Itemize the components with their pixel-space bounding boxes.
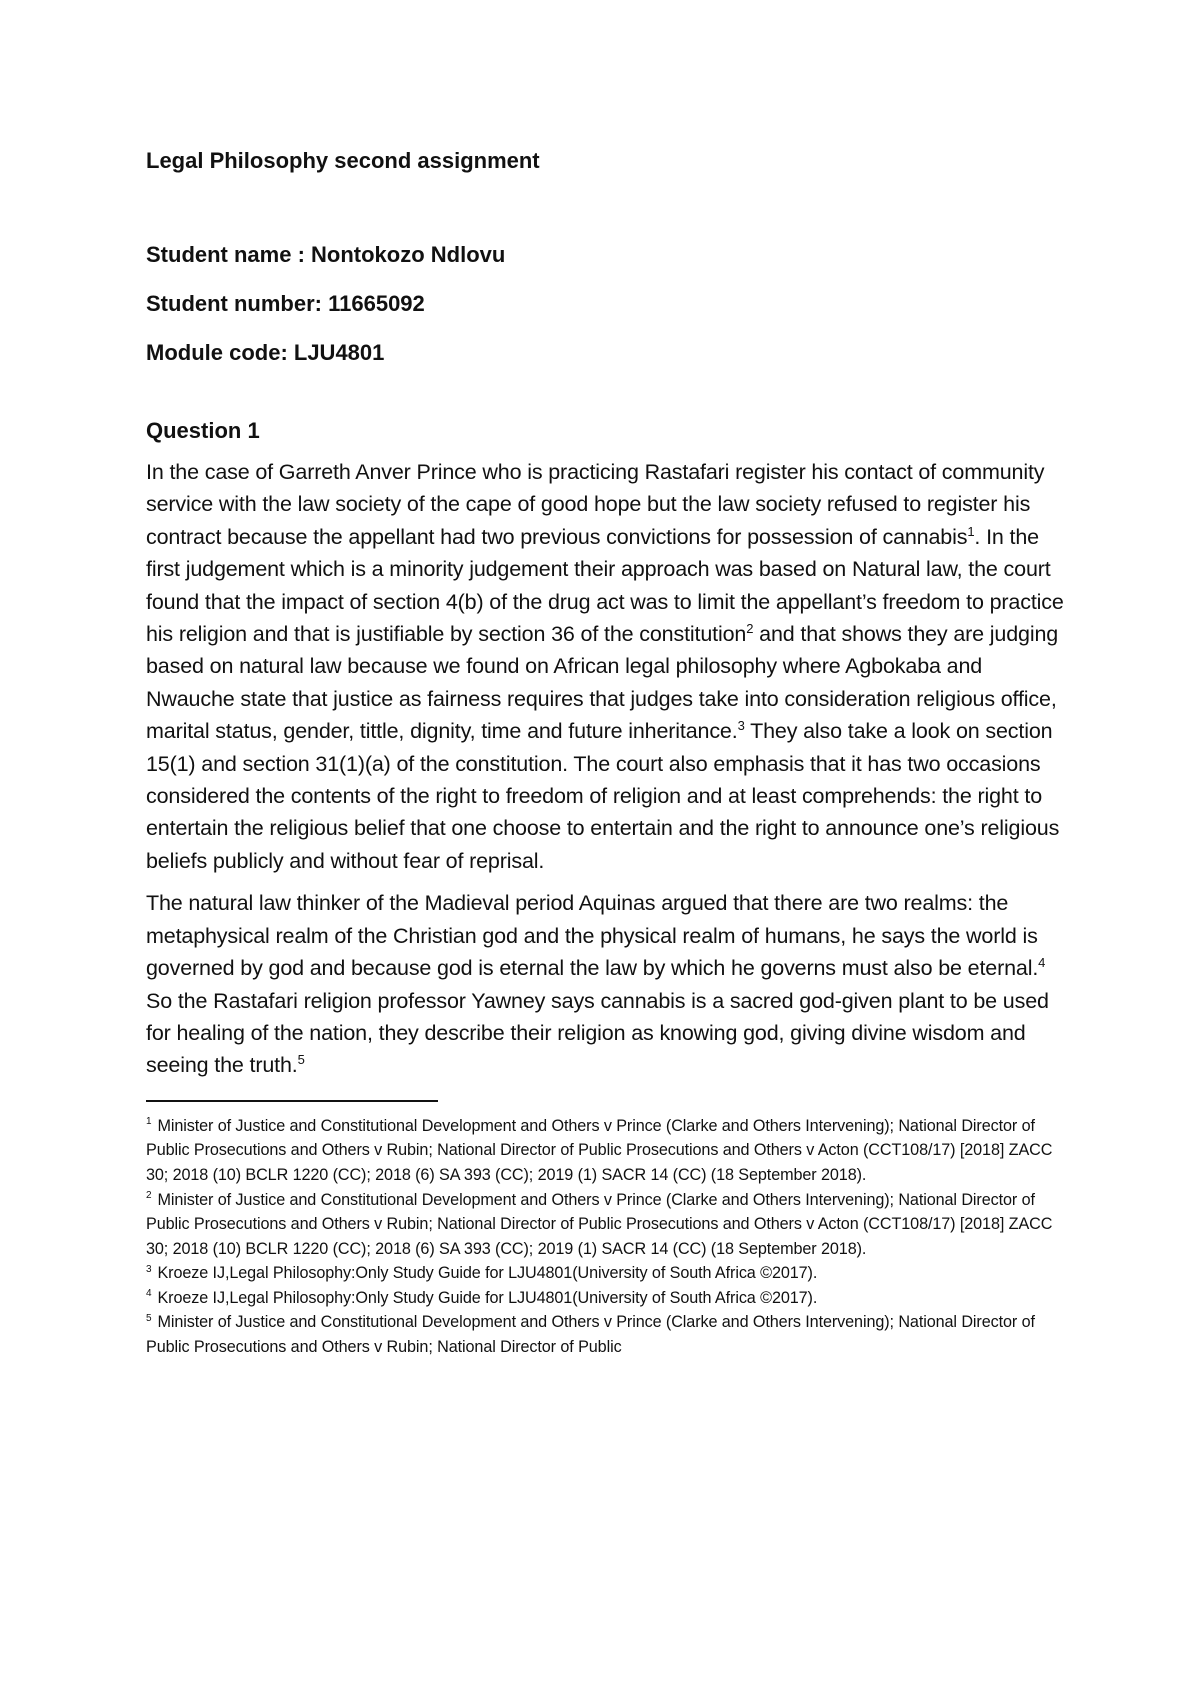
paragraph-1-text-b: . In the first judgement which is a minority judgement their approach was based on Natural law, the court found that the impact of section 4(b) of the drug act was to limit the appellant’s freedom to practice his religion and that is justifiable by section 36 of the constitution <box>146 524 1064 647</box>
student-number: Student number: 11665092 <box>146 291 425 316</box>
footnote-4 <box>146 1286 1076 1311</box>
question-heading: Question 1 <box>146 418 260 443</box>
student-details <box>146 240 1076 368</box>
document-title: Legal Philosophy second assignment <box>146 148 540 173</box>
footnote-mark: 2 <box>146 1190 152 1202</box>
paragraph-1 <box>146 456 1076 877</box>
footnote-text: Kroeze IJ,Legal Philosophy:Only Study Guide for LJU4801(University of South Africa ©2017). <box>157 1264 818 1283</box>
footnote-1 <box>146 1114 1076 1188</box>
footnote-mark: 5 <box>146 1313 152 1325</box>
footnotes <box>146 1114 1076 1360</box>
footnote-text: Minister of Justice and Constitutional Development and Others v Prince (Clarke and Others Intervening); National Director of Public Prosecutions and Others v Rubin; National Director of Public Prosecutions and Others v Acton (CCT108/17) [2018] ZACC 30; 2018 (10) BCLR 1220 (CC); 2018 (6) SA 393 (CC); 2019 (1) SACR 14 (CC) (18 September 2018). <box>146 1116 1053 1184</box>
paragraph-1-text-a: In the case of Garreth Anver Prince who is practicing Rastafari register his contact of community service with the law society of the cape of good hope but the law society refused to register his contract because the appellant had two previous convictions for possession of cannabis <box>146 460 1045 549</box>
footnote-text: Minister of Justice and Constitutional Development and Others v Prince (Clarke and Others Intervening); National Director of Public Prosecutions and Others v Rubin; National Director of Public Prosecutions and Others v Acton (CCT108/17) [2018] ZACC 30; 2018 (10) BCLR 1220 (CC); 2018 (6) SA 393 (CC); 2019 (1) SACR 14 (CC) (18 September 2018). <box>146 1190 1053 1258</box>
paragraph-1-text-c: and that shows they are judging based on natural law because we found on African legal philosophy where Agbokaba and Nwauche state that justice as fairness requires that judges take into consideration religious office, marital status, gender, tittle, dignity, time and future inheritance. <box>146 622 1059 744</box>
footnote-ref-4[interactable]: 4 <box>1038 954 1046 970</box>
footnote-mark: 1 <box>146 1116 152 1128</box>
footnote-ref-5[interactable]: 5 <box>297 1052 305 1068</box>
paragraph-2-text-b: So the Rastafari religion professor Yawney says cannabis is a sacred god-given plant to be used for healing of the nation, they describe their religion as knowing god, giving divine wisdom and seeing the truth. <box>146 988 1049 1078</box>
footnote-3 <box>146 1261 1076 1286</box>
footnote-text: Kroeze IJ,Legal Philosophy:Only Study Guide for LJU4801(University of South Africa ©2017). <box>157 1288 818 1307</box>
footnote-ref-3[interactable]: 3 <box>737 718 745 734</box>
footnote-mark: 3 <box>146 1263 152 1275</box>
page-content <box>146 146 1076 1360</box>
footnote-5 <box>146 1310 1076 1359</box>
footnote-ref-2[interactable]: 2 <box>746 620 754 636</box>
paragraph-2-text-a: The natural law thinker of the Madieval period Aquinas argued that there are two realms: the metaphysical realm of the Christian god and the physical realm of humans, he says the world is governed by god and because god is eternal the law by which he governs must also be eternal. <box>146 891 1039 981</box>
footnote-2 <box>146 1188 1076 1262</box>
paragraph-1-text-d: They also take a look on section 15(1) and section 31(1)(a) of the constitution. The court also emphasis that it has two occasions considered the contents of the right to freedom of religion and at least comprehends: the right to entertain the religious belief that one choose to entertain and the right to announce one’s religious beliefs publicly and without fear of reprisal. <box>146 719 1060 873</box>
footnote-text: Minister of Justice and Constitutional Development and Others v Prince (Clarke and Others Intervening); National Director of Public Prosecutions and Others v Rubin; National Director of Public <box>146 1313 1035 1357</box>
paragraph-2 <box>146 887 1076 1081</box>
module-code: Module code: LJU4801 <box>146 340 385 365</box>
footnote-mark: 4 <box>146 1288 152 1300</box>
footnote-separator <box>146 1100 438 1102</box>
footnote-ref-1[interactable]: 1 <box>967 523 975 539</box>
student-name: Student name : Nontokozo Ndlovu <box>146 242 506 267</box>
